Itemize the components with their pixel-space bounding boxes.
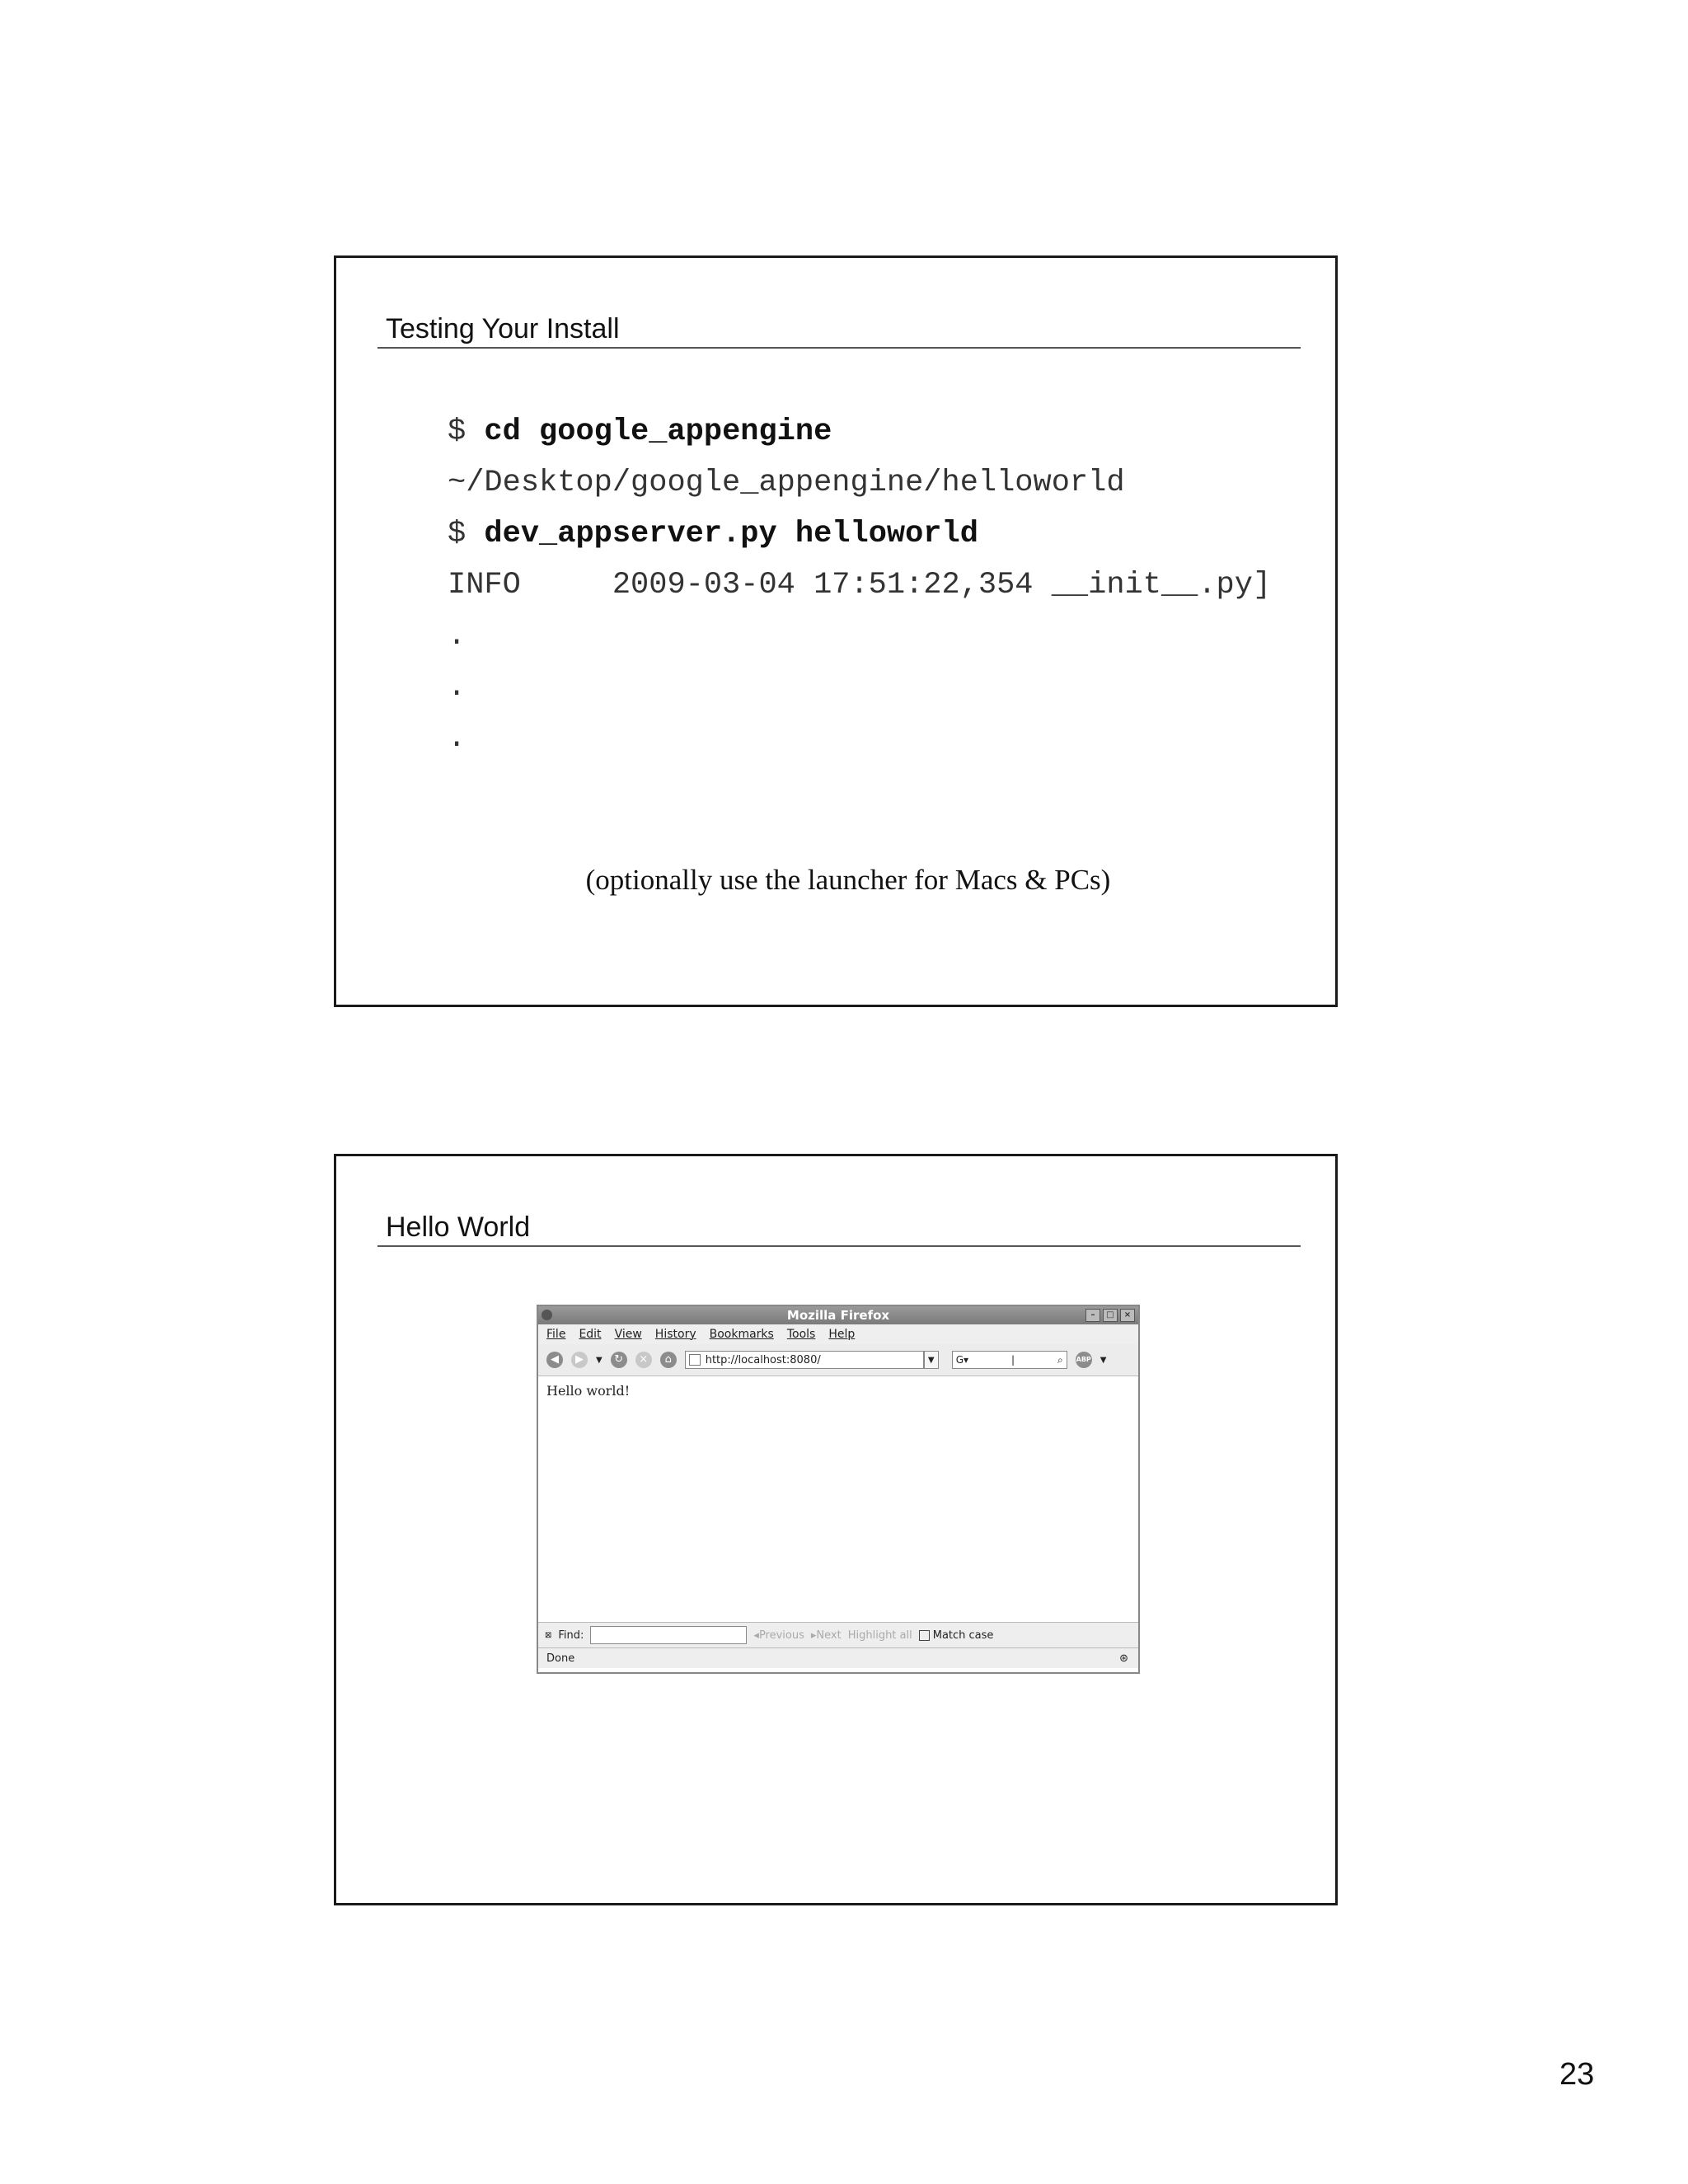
code-line [448,406,1271,457]
back-arrow-icon: ◀ [546,1352,563,1368]
slide-note: (optionally use the launcher for Macs & PCs) [585,864,1111,896]
window-title: Mozilla Firefox [786,1308,890,1323]
maximize-icon: □ [1103,1309,1118,1322]
search-engine-icon: G▾ [955,1354,969,1366]
page-number: 23 [1559,2057,1595,2092]
shell-prompt: $ [448,415,485,449]
menu-tools: Tools [786,1328,816,1341]
hello-world-text: Hello world! [546,1383,631,1399]
menu-bookmarks: Bookmarks [709,1328,774,1341]
forward-arrow-icon: ▶ [571,1352,588,1368]
code-line: . [448,721,467,756]
find-next: ▸Next [810,1629,842,1642]
slide-testing-install [334,255,1338,1007]
slide-title: Testing Your Install [377,312,1301,349]
search-bar [952,1351,1067,1369]
reload-icon: ↻ [611,1352,627,1368]
slide-title: Hello World [377,1211,1301,1247]
code-line: INFO 2009-03-04 17:51:22,354 __init__.py] [448,568,1272,602]
search-text: | [1010,1354,1015,1366]
code-line: . [448,619,467,654]
menu-help: Help [828,1328,856,1341]
firefox-window-screenshot [537,1305,1140,1674]
menu-bar [538,1324,1138,1344]
shell-prompt: $ [448,517,485,551]
adblock-dropdown-icon: ▼ [1100,1355,1107,1365]
find-bar [538,1622,1138,1647]
find-next-label: Next [816,1629,842,1642]
match-case-option [919,1629,994,1642]
menu-history: History [654,1328,696,1341]
match-case-label: Match case [932,1629,994,1642]
history-dropdown-icon: ▼ [596,1355,603,1365]
adblock-icon: ABP [1076,1352,1092,1368]
firefox-app-icon [542,1310,552,1320]
shell-command: cd google_appengine [484,415,832,449]
minimize-icon: – [1085,1309,1100,1322]
match-case-checkbox [919,1630,930,1641]
find-close-icon: ⊠ [545,1630,552,1640]
find-previous: ◂Previous [753,1629,804,1642]
status-security-icon: ⊛ [1119,1652,1128,1665]
slide-hello-world [334,1154,1338,1905]
menu-edit: Edit [579,1328,602,1341]
window-controls [1085,1309,1135,1322]
find-label: Find: [558,1629,584,1642]
find-input [590,1626,747,1644]
status-text: Done [546,1652,575,1665]
stop-icon: × [635,1352,652,1368]
nav-toolbar [538,1344,1138,1376]
close-icon: × [1120,1309,1135,1322]
search-magnifier-icon: ⌕ [1057,1353,1063,1366]
url-text: http://localhost:8080/ [705,1353,821,1366]
window-titlebar [538,1306,1138,1324]
code-line [448,509,1271,560]
terminal-code-block [448,406,1271,764]
page-content [538,1376,1138,1622]
menu-file: File [546,1328,566,1341]
page-favicon-icon [689,1354,701,1366]
shell-command: dev_appserver.py helloworld [484,517,978,551]
code-line: . [448,670,467,705]
url-bar [685,1351,924,1369]
url-dropdown-icon: ▼ [924,1351,939,1369]
find-highlight: Highlight all [847,1629,912,1642]
home-icon: ⌂ [660,1352,677,1368]
status-bar [538,1647,1138,1668]
find-previous-label: Previous [758,1629,804,1642]
code-line: ~/Desktop/google_appengine/helloworld [448,466,1125,500]
menu-view: View [614,1328,642,1341]
